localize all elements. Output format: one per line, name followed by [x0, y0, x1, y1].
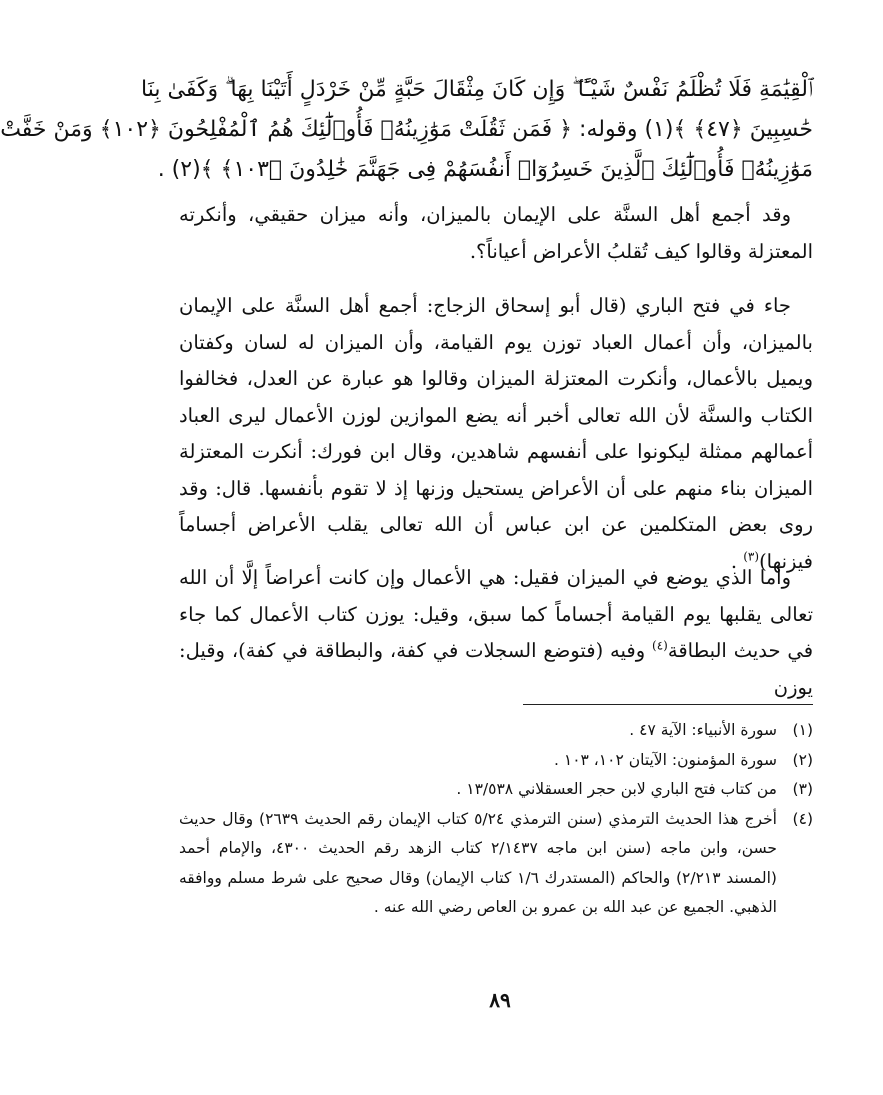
footnote-ref-3[interactable]: (٣) [743, 549, 760, 563]
paragraph-text-continued: وفيه (فتوضع السجلات في كفة، والبطاقة في كفة)، وقيل: يوزن [179, 639, 813, 699]
footnote-2 [179, 746, 813, 776]
footnote-number: (١) [792, 721, 813, 739]
quran-verse-block [0, 70, 813, 190]
paragraph-fath-al-bari [179, 288, 813, 580]
footnote-1 [179, 716, 813, 746]
footnote-text: من كتاب فتح الباري لابن حجر العسقلاني ١٣/٥٣٨ . [456, 780, 777, 798]
footnote-text: أخرج هذا الحديث الترمذي (سنن الترمذي ٥/٢٤ كتاب الإيمان رقم الحديث ٢٦٣٩) وقال حديث حسن، وابن ماجه (سنن ابن ماجه ٢/١٤٣٧ كتاب الزهد رقم الحديث ٤٣٠٠، والإمام أحمد (المسند ٢/٢١٣) والحاكم (المستدرك ١/٦ كتاب الإيمان) وقال صحيح على شرط مسلم ووافقه الذهبي. الجميع عن عبد الله بن عمرو بن العاص رضي الله عنه . [179, 809, 777, 916]
paragraph-text: وأما الذي يوضع في الميزان فقيل: هي الأعمال وإن كانت أعراضاً إلَّا أن الله تعالى يقلبها يوم القيامة أجساماً كما سبق، وقيل: يوزن كتاب الأعمال كما جاء في حديث البطاقة [179, 566, 814, 662]
page-number: ٨٩ [489, 988, 511, 1012]
footnote-text: سورة المؤمنون: الآيتان ١٠٢، ١٠٣ . [554, 750, 777, 769]
footnote-number: (٤) [792, 809, 813, 828]
quran-line: مَوَٰزِينُهُۥ فَأُو۟لَٰٓئِكَ ٱلَّذِينَ خَسِرُوٓا۟ أَنفُسَهُمْ فِى جَهَنَّمَ خَٰلِدُونَ ﴿١٠٣﴾ ﴾(٢) . [157, 157, 813, 182]
footnote-3 [179, 775, 813, 805]
quran-line: حَٰسِبِينَ ﴿٤٧﴾ ﴾(١) وقوله: ﴿ فَمَن ثَقُلَتْ مَوَٰزِينُهُۥ فَأُو۟لَٰٓئِكَ هُمُ ٱلْمُفْلِحُونَ ﴿١٠٢﴾ وَمَنْ خَفَّتْ [0, 117, 813, 142]
quran-line: ٱلْقِيَٰمَةِ فَلَا تُظْلَمُ نَفْسٌ شَيْـًٔا ۖ وَإِن كَانَ مِثْقَالَ حَبَّةٍ مِّنْ خَرْدَلٍ أَتَيْنَا بِهَا ۗ وَكَفَىٰ بِنَا [141, 77, 813, 102]
paragraph-mizan-consensus [179, 197, 813, 270]
paragraph-text: وقد أجمع أهل السنَّة على الإيمان بالميزان، وأنه ميزان حقيقي، وأنكرته المعتزلة وقالوا كيف تُقلبُ الأعراض أعياناً؟. [179, 203, 813, 263]
footnote-4 [179, 805, 813, 923]
footnote-number: (٢) [792, 750, 813, 769]
footnotes-section [179, 716, 813, 923]
paragraph-text-container [179, 288, 813, 580]
footnote-number: (٣) [792, 780, 813, 798]
footnote-text: سورة الأنبياء: الآية ٤٧ . [629, 721, 777, 739]
paragraph-text-container [179, 560, 813, 706]
paragraph-end: . [730, 549, 738, 573]
paragraph-text: جاء في فتح الباري (قال أبو إسحاق الزجاج: أجمع أهل السنَّة على الإيمان بالميزان، وأن أعمال العباد توزن يوم القيامة، وأن الميزان له لسان وكفتان ويميل بالأعمال، وأنكرت المعتزلة الميزان وقالوا هو عبارة عن العدل، فخالفوا الكتاب والسنَّة لأن الله تعالى أخبر أنه يضع الموازين لوزن الأعمال ليرى العباد أعمالهم ممثلة ليكونوا على أنفسهم شاهدين، وقال ابن فورك: أنكرت المعتزلة الميزان بناء منهم على أن الأعراض يستحيل وزنها إذ لا تقوم بأنفسها. قال: وقد روى بعض المتكلمين عن ابن عباس أن الله تعالى يقلب الأعراض أجساماً فيزنها) [179, 294, 813, 573]
footnote-divider [523, 704, 813, 705]
paragraph-what-is-weighed [179, 560, 813, 706]
footnote-ref-4[interactable]: (٤) [652, 638, 668, 653]
